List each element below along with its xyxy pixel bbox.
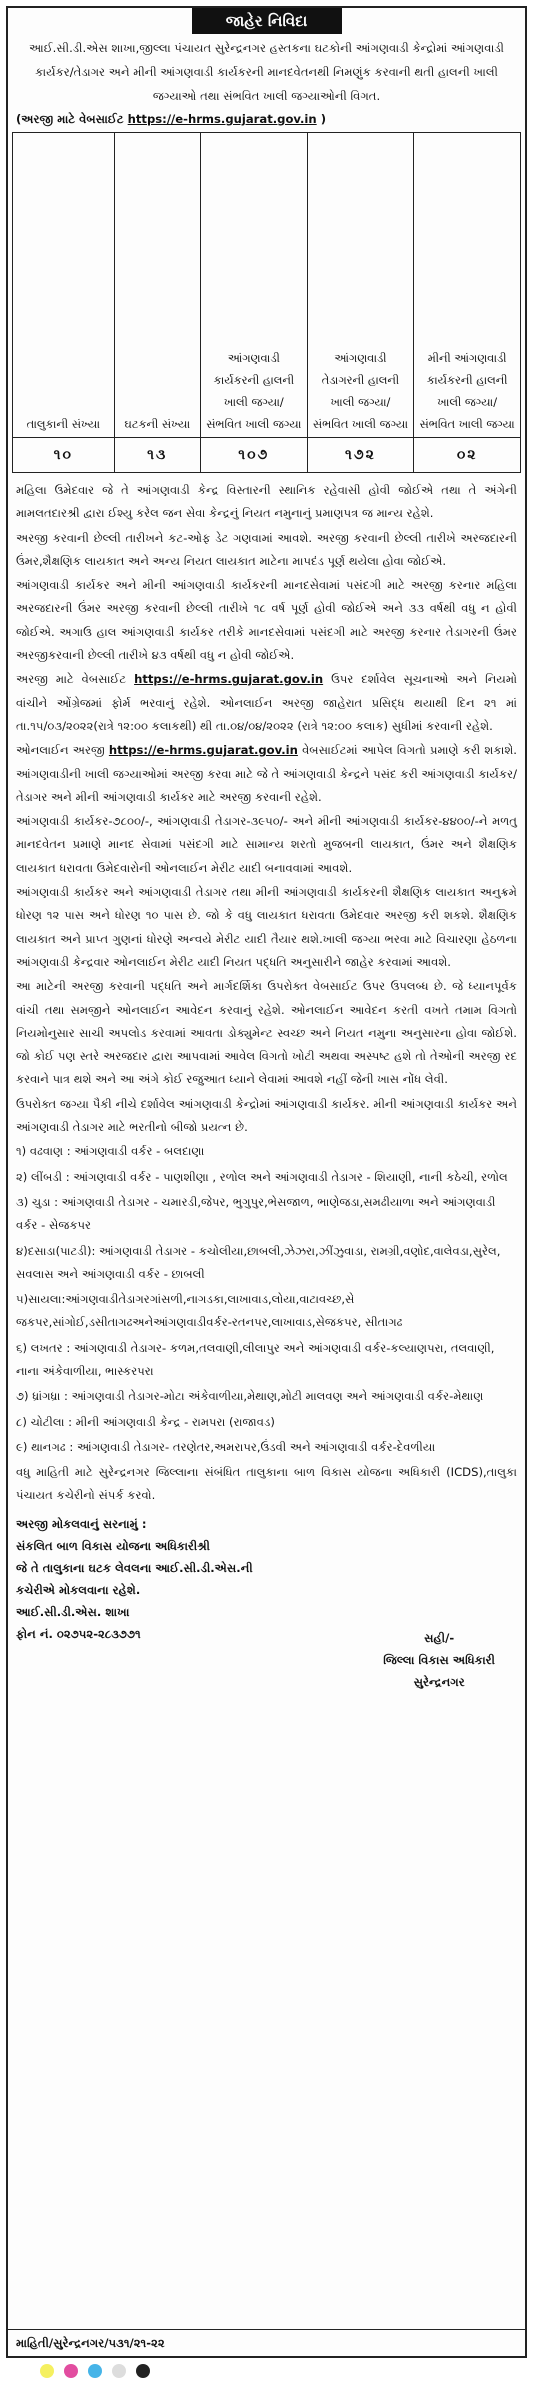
para-guidelines: આ માટેની અરજી કરવાની પદ્ધતિ અને માર્ગદર્શિકા ઉપરોક્ત વેબસાઈટ ઉપર ઉપલબ્ધ છે. જે ધ્યાનપૂર્વક વાંચી તથા સમજીને ઓનલાઈન આવેદન કરવાનું રહેશે. ઓનલાઈન આવેદન કરતી વખતે તમામ વિગતો નિયમોનુસાર સાચી અપલોડ કરવામાં આવતા ડોક્યુમેન્ટ સ્વચ્છ અને નિયત નમુના અનુસારના હોવા જોઈશે. જો કોઈ પણ સ્તરે અરજદાર દ્વારા આપવામાં આવેલ વિગતો ખોટી અથવા અસ્પષ્ટ હશે તો તેઓની અરજી રદ કરવાને પાત્ર થશે અને આ અંગે કોઈ રજુઆત ધ્યાને લેવામાં આવશે નહીં જેની ખાસ નોંધ લેવી. xyxy=(16,979,517,1087)
website-close: ) xyxy=(320,112,327,126)
para-education: આંગણવાડી કાર્યકર અને આંગણવાડી તેડાગર તથા મીની આંગણવાડી કાર્યકરની શૈક્ષણિક લાયકાત અનુક્રમે ધોરણ ૧૨ પાસ અને ધોરણ ૧૦ પાસ છે. જો કે વધુ લાયકાત ધરાવતા ઉમેદવાર અરજી કરી શકશે. શૈક્ષણિક લાયકાત અને પ્રાપ્ત ગુણનાં ધોરણે અન્વયે મેરીટ યાદી તૈયાર થશે.ખાલી જગ્યા ભરવા માટે વિચારણા હેઠળના આંગણવાડી કેન્દ્રવાર ઓનલાઈન મેરીટ યાદી નિયત પદ્ધતિ અનુસારીને જાહેર કરવામાં આવશે. xyxy=(16,885,517,969)
center-list xyxy=(8,1140,525,1459)
color-dot-black xyxy=(136,2364,150,2378)
website-label: (અરજી માટે વેબસાઈટ xyxy=(16,112,124,126)
notice-banner: જાહેર નિવિદા xyxy=(192,8,342,34)
list-item: ૧) વઢવાણ : આંગણવાડી વર્કર - બલદાણા xyxy=(16,1144,205,1159)
reference-number: માહિતી/સુરેન્દ્રનગર/૫૩૧/૨૧-૨૨ xyxy=(8,2329,525,2356)
vacancy-header-row xyxy=(13,133,521,438)
value-mini-worker-vacancy: ૦૨ xyxy=(414,438,521,473)
header-helper-vacancy: આંગણવાડી તેડાગરની હાલની ખાલી જગ્યા/ સંભવિત ખાલી જગ્યા xyxy=(307,133,414,438)
para-second-attempt: ઉપરોક્ત જગ્યા પૈકી નીચે દર્શાવેલ આંગણવાડી કેન્દ્રોમાં આંગણવાડી કાર્યકર. મીની આંગણવાડી કાર્યકર અને આંગણવાડી તેડાગર માટે ભરતીનો બીજો પ્રયત્ન છે. xyxy=(16,1096,517,1135)
color-dot-yellow xyxy=(40,2364,54,2378)
list-item: ૭) ધ્રાંગધ્રા : આંગણવાડી તેડાગર-મોટા અંકેવાળીયા,મેથાણ,મોટી માલવણ અને આંગણવાડી વર્કર-મેથાણ xyxy=(16,1389,484,1404)
header-worker-vacancy: આંગણવાડી કાર્યકરની હાલની ખાલી જગ્યા/ સંભવિત ખાલી જગ્યા xyxy=(200,133,307,438)
para5-pre: ઓનલાઈન અરજી xyxy=(16,743,105,758)
signature-block xyxy=(383,1627,495,1693)
list-item: ૩) ચુડા : આંગણવાડી તેડાગર - ચમારડી,જેપર, ભુગુપુર,ભેસજાળ, ભાણેજડા,સમઢીયાળા અને આંગણવાડી વર્કર - સેજકપર xyxy=(16,1194,496,1233)
list-item: ૫)સાયલા:આંગણવાડીતેડાગરગાંસળી,નાગડકા,લાખાવાડ,લોયા,વાટાવચ્છ,સે જકપર,સાંગોઈ,ડસીતાગઢઅનેઆંગણવાડીવર્કર-રતનપર,લાખાવાડ,સેજકપર, સીતાગઢ xyxy=(16,1292,403,1330)
address-label: અરજી મોકલવાનું સરનામું : xyxy=(16,1516,147,1531)
value-helper-vacancy: ૧૭૨ xyxy=(307,438,414,473)
header-mini-worker-vacancy: મીની આંગણવાડી કાર્યકરની હાલની ખાલી જગ્યા/ સંભવિત ખાલી જગ્યા xyxy=(414,133,521,438)
signature-mark: સહી/- xyxy=(424,1630,455,1645)
address-line-2: જે તે તાલુકાના ઘટક લેવલના આઈ.સી.ડી.એસ.ની xyxy=(16,1560,253,1575)
para-application-window xyxy=(16,668,517,738)
notice-body xyxy=(8,473,525,1139)
para-residency: મહિલા ઉમેદવાર જે તે આંગણવાડી કેન્દ્ર વિસ્તારની સ્થાનિક રહેવાસી હોવી જોઈએ તથા તે અંગેની મામલતદારશ્રી દ્વારા ઈશ્યુ કરેલ જન સેવા કેન્દ્રનું નિયત નમુનાનું પ્રમાણપત્ર જ માન્ય રહેશે. xyxy=(16,483,517,521)
address-line-3: કચેરીએ મોકલવાના રહેશે. xyxy=(16,1582,141,1597)
value-ghatak-count: ૧૩ xyxy=(114,438,200,473)
para-cutoff-date: અરજી કરવાની છેલ્લી તારીખને કટ-ઓફ ડેટ ગણવામાં આવશે. અરજી કરવાની છેલ્લી તારીખે અરજદારની ઉંમર,શૈક્ષણિક લાયકાત અને અન્ય નિયત લાયકાત માટેના માપદંડ પૂર્ણ થયેલા હોવા જોઈએ. xyxy=(16,530,517,568)
header-taluka-count: તાલુકાની સંખ્યા xyxy=(13,133,115,438)
contact-note xyxy=(8,1461,525,1508)
para-age-limit: આંગણવાડી કાર્યકર અને મીની આંગણવાડી કાર્યકરની માનદસેવામાં પસંદગી માટે અરજી કરનાર મહિલા અરજદારની ઉંમર અરજી કરવાની છેલ્લી તારીખે ૧૮ વર્ષ પૂર્ણ હોવી જોઈએ અને ૩૩ વર્ષથી વધુ ન હોવી જોઈએ. અગાઉ હાલ આંગણવાડી કાર્યકર તરીકે માનદસેવામાં પસંદગી માટે અરજી કરનાર તેડાગરની ઉંમર અરજીકરવાની છેલ્લી તારીખે ૪૩ વર્ષથી વધુ ન હોવી જોઈએ. xyxy=(16,578,517,663)
vacancy-value-row xyxy=(13,438,521,473)
para5-post: વેબસાઈટમાં આપેલ વિગતો પ્રમાણે કરી શકાશે. આંગણવાડીની ખાલી જગ્યાઓમાં અરજી કરવા માટે જે તે આંગણવાડી કેન્દ્રને પસંદ કરી આંગણવાડી કાર્યકર/તેડાગર અને મીની આંગણવાડી કાર્યકર માટે અરજી કરવાની રહેશે. xyxy=(16,743,518,804)
intro-text: આઈ.સી.ડી.એસ શાખા,જીલ્લા પંચાયત સુરેન્દ્રનગર હસ્તકના ઘટકોની આંગણવાડી કેન્દ્રોમાં આંગણવાડી કાર્યકર/તેડાગર અને મીની આંગણવાડી કાર્યકરની માનદવેતનથી નિમણુંક કરવાની થતી હાલની ખાલી જગ્યાઓ તથા સંભવિત ખાલી જગ્યાઓની વિગત. xyxy=(28,41,504,103)
para-online-application xyxy=(16,739,517,809)
header-ghatak-count: ઘટકની સંખ્યા xyxy=(114,133,200,438)
signatory-title: જિલ્લા વિકાસ અધિકારી xyxy=(383,1652,495,1667)
vacancy-table xyxy=(12,132,521,473)
para-contact: વધુ માહિતી માટે સુરેન્દ્રનગર જિલ્લાના સંબંધિત તાલુકાના બાળ વિકાસ યોજના અધિકારી (ICDS),તાલુકા પંચાયત કચેરીનો સંપર્ક કરવો. xyxy=(16,1465,517,1503)
list-item: ૮) ચોટીલા : મીની આંગણવાડી કેન્દ્ર - રામપરા (રાજાવડ) xyxy=(16,1414,275,1429)
color-dot-grey xyxy=(112,2364,126,2378)
color-dot-cyan xyxy=(88,2364,102,2378)
signatory-place: સુરેન્દ્રનગર xyxy=(413,1674,465,1689)
notice-sheet xyxy=(6,6,527,2358)
list-item: ૨) લીંબડી : આંગણવાડી વર્કર - પાણશીણા , રળોલ અને આંગણવાડી તેડાગર - શિયાણી, નાની કઠેચી, રળોલ xyxy=(16,1169,508,1184)
list-item: ૪)દસાડા(પાટડી): આંગણવાડી તેડાગર - કચોલીયા,છાબલી,ઝેઝરા,ઝીંઝુવાડા, રામગ્રી,વણોદ,વાલેવડા,સુરેલ, સવલાસ અને આંગણવાડી વર્કર - છાબલી xyxy=(16,1243,501,1281)
list-item: ૬) લખતર : આંગણવાડી તેડાગર- કળમ,તલવાણી,લીલાપુર અને આંગણવાડી વર્કર-કલ્યાણપરા, તલવાણી, નાના અંકેવાળીયા, ભાસ્કરપરા xyxy=(16,1340,495,1378)
website-link[interactable]: https://e-hrms.gujarat.gov.in xyxy=(127,112,317,126)
para5-link[interactable]: https://e-hrms.gujarat.gov.in xyxy=(108,743,298,758)
phone-number: ફોન નં. ૦૨૭૫૨-૨૮૩૭૭૧ xyxy=(16,1626,141,1641)
color-dot-magenta xyxy=(64,2364,78,2378)
para4-pre: અરજી માટે વેબસાઈટ xyxy=(16,672,127,687)
address-line-1: સંકલિત બાળ વિકાસ યોજના અધિકારીશ્રી xyxy=(16,1538,210,1553)
para4-post: ઉપર દર્શાવેલ સૂચનાઓ અને નિયમો વાંચીને ઓંગ્રેજમાં ફોર્મ ભરવાનું રહેશે. ઓનલાઈન અરજી જાહેરાત પ્રસિદ્ધ થયાથી દિન ૨૧ માં તા.૧૫/૦૩/૨૦૨૨(રાત્રે ૧૨:૦૦ કલાકથી) થી તા.૦૪/૦૪/૨૦૨૨ (રાત્રે ૧૨:૦૦ કલાક) સુધીમાં કરવાની રહેશે. xyxy=(16,672,517,733)
value-worker-vacancy: ૧૦૭ xyxy=(200,438,307,473)
address-line-4: આઈ.સી.ડી.એસ. શાખા xyxy=(16,1604,130,1619)
para4-link[interactable]: https://e-hrms.gujarat.gov.in xyxy=(134,672,324,687)
footer-block xyxy=(8,1509,525,1689)
print-color-strip xyxy=(40,2364,150,2378)
list-item: ૯) થાનગઢ : આંગણવાડી તેડાગર- તરણેતર,અમરાપર,ઉંડવી અને આંગણવાડી વર્કર-દેવળીયા xyxy=(16,1439,436,1454)
website-line xyxy=(8,108,525,130)
para-honorarium: આંગણવાડી કાર્યકર-૭૮૦૦/-, આંગણવાડી તેડાગર-૩૯૫૦/- અને મીની આંગણવાડી કાર્યકર-૪૪૦૦/-ને મળતુ માનદવેતન પ્રમાણે માનદ સેવામાં પસંદગી માટે સામાન્ય શરતો મુજબની લાયકાત, ઉંમર અને શૈક્ષણિક લાયકાત ધરાવતા ઉમેદવારોની ઓનલાઈન મેરીટ યાદી બનાવવામાં આવશે. xyxy=(16,814,517,875)
value-taluka-count: ૧૦ xyxy=(13,438,115,473)
